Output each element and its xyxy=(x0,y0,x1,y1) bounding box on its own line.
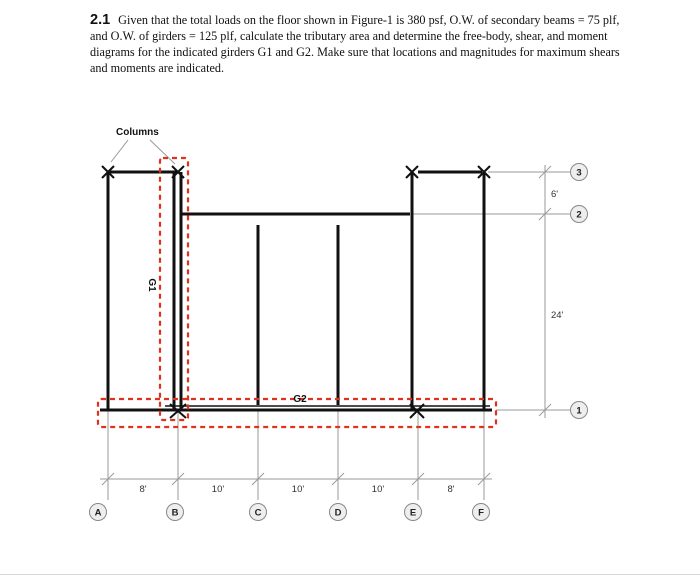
grid-bubble-b xyxy=(167,504,184,521)
grid-label-e: E xyxy=(409,507,417,519)
dim-label-6: 6' xyxy=(551,189,559,200)
grid-bubble-e xyxy=(405,504,422,521)
highlight-boxes xyxy=(98,158,496,427)
grid-label-2: 2 xyxy=(576,209,582,221)
g1-label: G1 xyxy=(146,278,157,292)
grid-bubble-f xyxy=(473,504,490,521)
grid-row-bubbles xyxy=(571,164,588,419)
grid-bubble-2 xyxy=(571,206,588,223)
structural-members xyxy=(100,172,492,410)
grid-column-bubbles xyxy=(90,504,490,521)
grid-bubble-3 xyxy=(571,164,588,181)
grid-bubble-a xyxy=(90,504,107,521)
grid-label-c: C xyxy=(254,507,262,519)
dimension-lines xyxy=(100,140,570,500)
dim-label-cd: 10' xyxy=(291,484,305,495)
grid-label-3: 3 xyxy=(576,167,582,179)
problem-number: 2.1 xyxy=(90,12,111,28)
grid-label-1: 1 xyxy=(576,405,582,417)
grid-bubble-d xyxy=(330,504,347,521)
grid-label-f: F xyxy=(478,507,484,519)
columns-label: Columns xyxy=(116,127,159,138)
grid-label-d: D xyxy=(334,507,342,519)
grid-label-a: A xyxy=(94,507,102,519)
problem-text: Given that the total loads on the floor shown in Figure-1 is 380 psf, O.W. of secondary beams = 75 plf, and O.W. of girders = 125 plf, calculate the tributary area and determine the free-body, shear, and moment diagrams for the indicated girders G1 and G2. Make sure that locations and magnitudes for maximum shears and moments are indicated. xyxy=(90,13,620,75)
dim-label-ef: 8' xyxy=(447,484,455,495)
dim-label-24: 24' xyxy=(551,310,564,321)
dim-label-ab: 8' xyxy=(139,484,147,495)
grid-label-b: B xyxy=(171,507,179,519)
g2-label: G2 xyxy=(293,394,307,405)
dim-label-de: 10' xyxy=(371,484,385,495)
grid-bubble-1 xyxy=(571,402,588,419)
dim-label-bc: 10' xyxy=(211,484,225,495)
grid-bubble-c xyxy=(250,504,267,521)
